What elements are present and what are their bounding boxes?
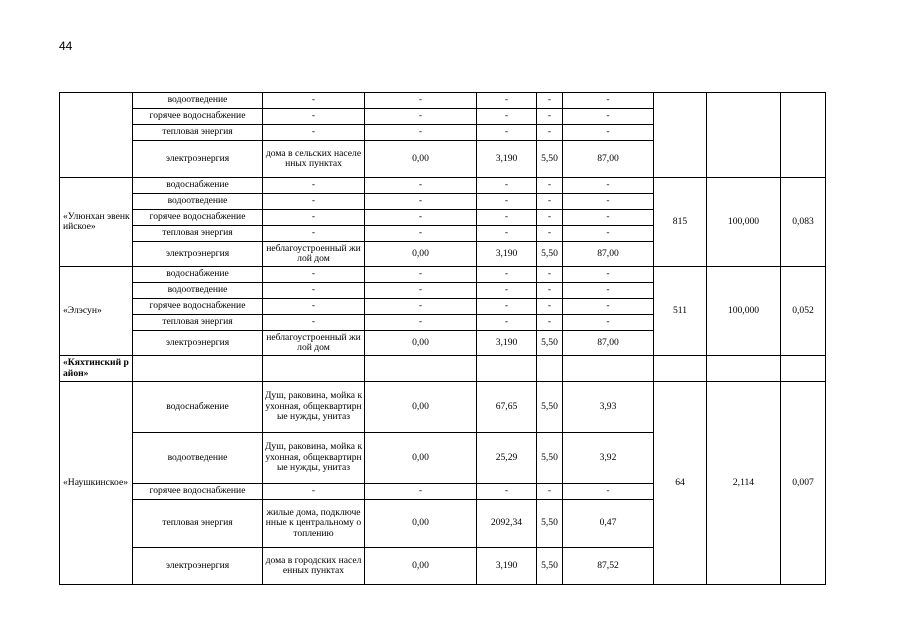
value-cell: 67,65 [477, 382, 537, 433]
description-cell: жилые дома, подключенные к центральному отоплению [263, 500, 365, 548]
value-cell: - [563, 315, 654, 331]
rate-cell: - [537, 283, 563, 299]
rate-cell: - [537, 109, 563, 125]
description-cell: дома в городских населенных пунктах [263, 548, 365, 585]
value-cell: - [365, 226, 477, 242]
value-cell: - [365, 299, 477, 315]
value-cell: - [477, 125, 537, 141]
rate-cell: 5,50 [537, 331, 563, 356]
value-cell: - [563, 299, 654, 315]
description-cell: - [263, 178, 365, 194]
value-cell: 0,00 [365, 548, 477, 585]
rate-cell: 5,50 [537, 500, 563, 548]
tariff-table [59, 92, 826, 585]
service-cell: водоснабжение [133, 178, 263, 194]
service-cell: водоотведение [133, 194, 263, 210]
service-cell: горячее водоснабжение [133, 109, 263, 125]
service-cell: электроэнергия [133, 141, 263, 178]
value-cell: 0,00 [365, 242, 477, 267]
location-cell: «Наушкинское» [60, 382, 133, 585]
empty-cell [365, 356, 477, 382]
share-cell [707, 93, 781, 178]
value-cell: - [477, 109, 537, 125]
rate-cell: - [537, 267, 563, 283]
population-cell: 815 [654, 178, 707, 267]
rate-cell: - [537, 226, 563, 242]
description-cell: неблагоустроенный жилой дом [263, 242, 365, 267]
description-cell: - [263, 283, 365, 299]
value-cell: 0,00 [365, 141, 477, 178]
rate-cell: - [537, 484, 563, 500]
service-cell: горячее водоснабжение [133, 210, 263, 226]
service-cell: тепловая энергия [133, 125, 263, 141]
value-cell: - [477, 315, 537, 331]
value-cell: 87,00 [563, 331, 654, 356]
description-cell: - [263, 315, 365, 331]
value-cell: 3,190 [477, 141, 537, 178]
service-cell: горячее водоснабжение [133, 299, 263, 315]
description-cell: - [263, 109, 365, 125]
value-cell: 0,00 [365, 331, 477, 356]
location-cell: «Элэсун» [60, 267, 133, 356]
service-cell: тепловая энергия [133, 226, 263, 242]
value-cell: - [477, 283, 537, 299]
value-cell: - [477, 194, 537, 210]
empty-cell [707, 356, 781, 382]
service-cell: водоотведение [133, 433, 263, 484]
location-cell: «Улюнхан эвенкийское» [60, 178, 133, 267]
description-cell: дома в сельских населенных пунктах [263, 141, 365, 178]
description-cell: Душ, раковина, мойка кухонная, общеквартирные нужды, унитаз [263, 433, 365, 484]
value-cell: - [563, 283, 654, 299]
description-cell: - [263, 484, 365, 500]
value-cell: - [477, 210, 537, 226]
description-cell: - [263, 125, 365, 141]
service-cell: водоотведение [133, 93, 263, 109]
value-cell: - [365, 109, 477, 125]
share-cell: 100,000 [707, 178, 781, 267]
ratio-cell: 0,052 [781, 267, 826, 356]
empty-cell [563, 356, 654, 382]
value-cell: - [365, 210, 477, 226]
value-cell: - [563, 210, 654, 226]
value-cell: - [563, 267, 654, 283]
description-cell: - [263, 194, 365, 210]
share-cell: 100,000 [707, 267, 781, 356]
value-cell: - [563, 194, 654, 210]
rate-cell: - [537, 178, 563, 194]
value-cell: - [563, 226, 654, 242]
ratio-cell: 0,083 [781, 178, 826, 267]
service-cell: горячее водоснабжение [133, 484, 263, 500]
rate-cell: - [537, 194, 563, 210]
value-cell: - [365, 283, 477, 299]
population-cell: 511 [654, 267, 707, 356]
value-cell: - [477, 93, 537, 109]
ratio-cell [781, 93, 826, 178]
empty-cell [477, 356, 537, 382]
table-row [60, 382, 826, 433]
service-cell: водоснабжение [133, 382, 263, 433]
value-cell: - [477, 178, 537, 194]
location-cell: «Кяхтинский район» [60, 356, 133, 382]
value-cell: 0,47 [563, 500, 654, 548]
value-cell: - [365, 484, 477, 500]
value-cell: - [477, 299, 537, 315]
value-cell: 87,00 [563, 242, 654, 267]
description-cell: - [263, 93, 365, 109]
service-cell: тепловая энергия [133, 315, 263, 331]
page-number: 44 [59, 39, 73, 53]
population-cell [654, 93, 707, 178]
value-cell: - [477, 226, 537, 242]
value-cell: - [477, 267, 537, 283]
value-cell: 87,52 [563, 548, 654, 585]
value-cell: - [563, 484, 654, 500]
value-cell: 3,92 [563, 433, 654, 484]
value-cell: 3,190 [477, 331, 537, 356]
value-cell: - [477, 484, 537, 500]
population-cell: 64 [654, 382, 707, 585]
value-cell: - [563, 109, 654, 125]
rate-cell: 5,50 [537, 433, 563, 484]
value-cell: 0,00 [365, 382, 477, 433]
empty-cell [133, 356, 263, 382]
service-cell: электроэнергия [133, 548, 263, 585]
service-cell: водоотведение [133, 283, 263, 299]
table-row [60, 93, 826, 109]
rate-cell: 5,50 [537, 141, 563, 178]
rate-cell: 5,50 [537, 382, 563, 433]
rate-cell: - [537, 210, 563, 226]
rate-cell: - [537, 93, 563, 109]
empty-cell [263, 356, 365, 382]
value-cell: - [365, 267, 477, 283]
description-cell: - [263, 299, 365, 315]
empty-cell [537, 356, 563, 382]
service-cell: водоснабжение [133, 267, 263, 283]
value-cell: - [563, 178, 654, 194]
rate-cell: - [537, 299, 563, 315]
description-cell: - [263, 226, 365, 242]
empty-cell [781, 356, 826, 382]
value-cell: 3,190 [477, 242, 537, 267]
rate-cell: 5,50 [537, 548, 563, 585]
empty-cell [654, 356, 707, 382]
value-cell: 3,190 [477, 548, 537, 585]
value-cell: 25,29 [477, 433, 537, 484]
table-row [60, 178, 826, 194]
rate-cell: 5,50 [537, 242, 563, 267]
value-cell: 2092,34 [477, 500, 537, 548]
value-cell: - [563, 125, 654, 141]
value-cell: 87,00 [563, 141, 654, 178]
rate-cell: - [537, 315, 563, 331]
value-cell: - [365, 315, 477, 331]
value-cell: - [365, 194, 477, 210]
service-cell: электроэнергия [133, 242, 263, 267]
table-row [60, 267, 826, 283]
table-body [60, 93, 826, 585]
value-cell: 0,00 [365, 433, 477, 484]
value-cell: 0,00 [365, 500, 477, 548]
description-cell: Душ, раковина, мойка кухонная, общеквартирные нужды, унитаз [263, 382, 365, 433]
value-cell: 3,93 [563, 382, 654, 433]
table-row [60, 356, 826, 382]
value-cell: - [365, 178, 477, 194]
description-cell: - [263, 267, 365, 283]
rate-cell: - [537, 125, 563, 141]
description-cell: - [263, 210, 365, 226]
value-cell: - [365, 125, 477, 141]
location-cell [60, 93, 133, 178]
share-cell: 2,114 [707, 382, 781, 585]
value-cell: - [365, 93, 477, 109]
service-cell: тепловая энергия [133, 500, 263, 548]
description-cell: неблагоустроенный жилой дом [263, 331, 365, 356]
ratio-cell: 0,007 [781, 382, 826, 585]
service-cell: электроэнергия [133, 331, 263, 356]
value-cell: - [563, 93, 654, 109]
